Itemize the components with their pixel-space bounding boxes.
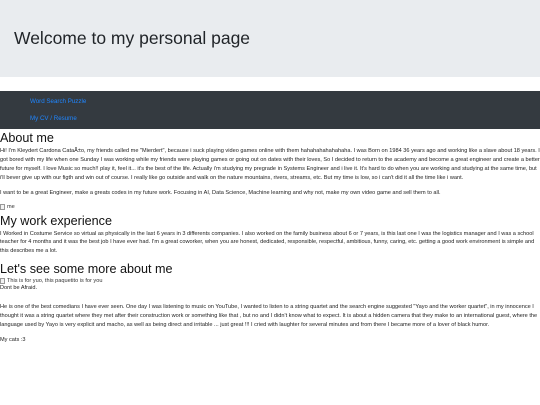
- main-content: [0, 131, 540, 345]
- profile-image-alt: me: [7, 203, 15, 210]
- nav-link-cv-resume[interactable]: My CV / Resume: [30, 115, 77, 122]
- comedian-paragraph: He is one of the best comedians I have ever seen. One day I was listening to music on YouTube, I wanted to listen to a string quartet and the search engine suggested "Yayo and the worker quartet", in my innocence I thought it was a string quartet where they met after their construction work or something like that , but no and I didn't know what to expect. It is about a hidden camera that they make to an international guest, where the language used by Yayo is very explicit and macho, as well as being direct and irritable ... just great !!! I cried with laughter for several minutes and from there I became more of a lover of black humor.: [0, 304, 538, 328]
- about-paragraph-1: Hi! I'm Kleydert Cardona CataÃ±o, my friends called me "Mierdert", because i suck playing video games online with them hahahahahahahaha. I was Born on 1984 36 years ago and working like a slave about 18 years. I got bored with my life when one Sunday I was working while my friends were playing games or going out on dates with their loves, So I decided to return to the academy and become a great engineer and create a better future for myself. I love Music so much!! play it, feel it... it's the best of the life. Actually i'm studying my pregrade in Systems Engineer and i live it. It's hard to do when you are working and studying at the same time, but i'll bever give up with our figth and win out of course. I really like go outside and walk on the nature mountains, rivers, streams, etc. But my time is low, so i can't did it all the time like i want.: [0, 148, 540, 181]
- more-heading: Let's see some more about me: [0, 262, 173, 277]
- about-heading: About me: [0, 131, 54, 145]
- about-section: [0, 131, 540, 210]
- cats-line: My cats :3: [0, 336, 26, 343]
- comedian-image-alt: This is for yuo, this paquetito is for you: [7, 278, 103, 285]
- about-paragraph-2: I want to be a great Engineer, make a greats codes in my future work. Focusing in AI, Data Science, Machine learning and why not, make my own video game and sell them to all.: [0, 189, 441, 196]
- navbar: [0, 91, 540, 129]
- spacer-strip: [0, 77, 540, 91]
- broken-image-icon: [0, 204, 5, 210]
- page-title: Welcome to my personal page: [14, 28, 251, 48]
- nav-link-word-search-puzzle[interactable]: Word Search Puzzle: [30, 98, 87, 105]
- work-paragraph: I Worked in Costume Service so virtual as physically in the last 6 years in 3 differents companies. I also worked on the family business about 6 or 7 years, is this last one I was the logistics manager and I was a school teacher for 4 months and it was the best job I have ever had. I'm a great coworker, when you are honest, dedicated, responsible, respectful, ambitious, funny, caring, etc. getting a good work environment is simple and this describes me a lot.: [0, 230, 535, 255]
- hero-banner: [0, 0, 540, 77]
- work-heading: My work experience: [0, 213, 112, 228]
- more-section: [0, 262, 540, 345]
- comedian-caption: Dont be Afraid.: [0, 285, 38, 292]
- profile-image: [0, 204, 540, 210]
- work-section: [0, 214, 540, 257]
